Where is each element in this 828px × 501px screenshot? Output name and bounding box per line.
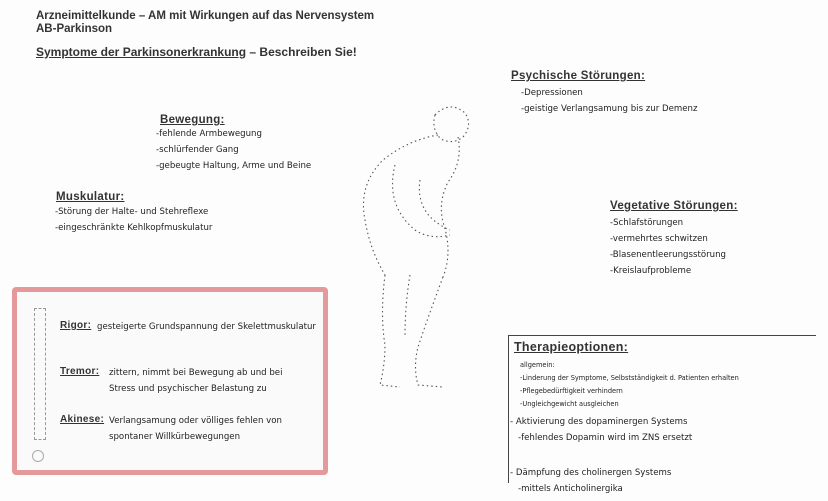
list-item: -schlürfender Gang [156, 145, 239, 155]
tremor-text-1: zittern, nimmt bei Bewegung ab und bei [109, 368, 283, 378]
tremor-label: Tremor: [60, 366, 100, 377]
rigor-text: gesteigerte Grundspannung der Skelettmuskulatur [97, 322, 316, 332]
rigor-label: Rigor: [60, 320, 92, 331]
akinese-text-2: spontaner Willkürbewegungen [109, 432, 241, 442]
page-title [36, 45, 357, 59]
header-line-1: Arzneimittelkunde – AM mit Wirkungen auf das Nervensystem [36, 10, 375, 22]
list-item: -fehlende Armbewegung [156, 129, 262, 139]
therapie-heading: Therapieoptionen: [514, 340, 629, 354]
dopamin-item: - Aktivierung des dopaminergen Systems [510, 417, 688, 427]
therapy-border-left [508, 335, 509, 483]
allgemein-label: allgemein: [520, 361, 555, 369]
header-line-2: AB-Parkinson [36, 23, 113, 35]
list-item: -Depressionen [521, 88, 583, 98]
therapy-border-top [508, 335, 816, 336]
dopamin-sub: -fehlendes Dopamin wird im ZNS ersetzt [518, 433, 693, 443]
list-item: -Kreislaufprobleme [610, 266, 692, 276]
list-item: -Störung der Halte- und Stehreflexe [55, 207, 209, 217]
decorative-circle-icon [32, 450, 44, 462]
cholin-item: - Dämpfung des cholinergen Systems [510, 468, 672, 478]
list-item: -Linderung der Symptome, Selbstständigkeit d. Patienten erhalten [520, 374, 739, 382]
cholin-sub: -mittels Anticholinergika [518, 484, 623, 494]
list-item: -Schlafstörungen [610, 218, 684, 228]
kardinalsymptome-box [12, 287, 328, 475]
list-item: -eingeschränkte Kehlkopfmuskulatur [55, 223, 213, 233]
akinese-label: Akinese: [60, 414, 105, 425]
parkinson-figure-illustration [340, 85, 490, 405]
akinese-text-1: Verlangsamung oder völliges fehlen von [109, 416, 282, 426]
list-item: -gebeugte Haltung, Arme und Beine [156, 161, 312, 171]
list-item: -Blasenentleerungsstörung [610, 250, 726, 260]
title-underlined: Symptome der Parkinsonerkrankung [36, 45, 247, 59]
list-item: -geistige Verlangsamung bis zur Demenz [521, 104, 698, 114]
vegetativ-heading: Vegetative Störungen: [610, 200, 738, 212]
list-item: -vermehrtes schwitzen [610, 234, 708, 244]
list-item: -Pflegebedürftigkeit verhindern [520, 387, 623, 395]
psychisch-heading: Psychische Störungen: [511, 70, 646, 82]
muskulatur-heading: Muskulatur: [56, 191, 125, 203]
list-item: -Ungleichgewicht ausgleichen [520, 400, 619, 408]
decorative-bar-icon [34, 308, 46, 440]
tremor-text-2: Stress und psychischer Belastung zu [109, 384, 267, 394]
title-rest: – Beschreiben Sie! [246, 45, 357, 59]
bewegung-heading: Bewegung: [160, 114, 225, 126]
